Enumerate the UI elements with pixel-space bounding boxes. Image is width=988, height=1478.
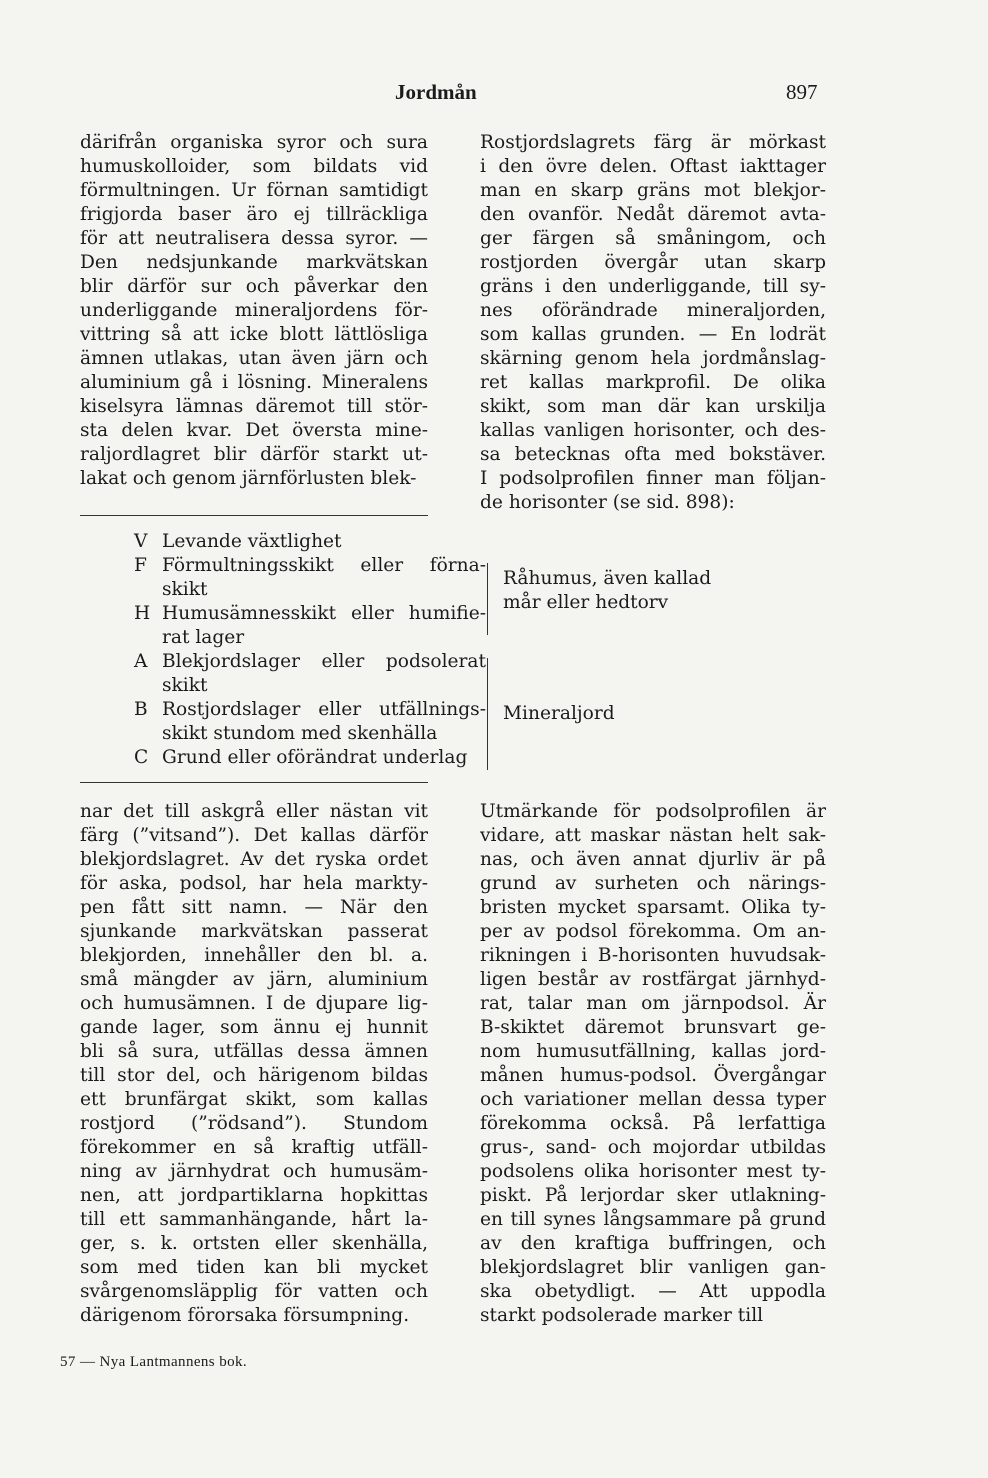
horizon-row: [134, 746, 486, 770]
text-line: starkt podsolerade marker till: [480, 1305, 764, 1326]
text-line: därifrån organiska syror och sura: [80, 132, 428, 153]
text-line: ning av järnhydrat och humusäm-: [80, 1161, 428, 1182]
text-line: Rostjordslagrets färg är mörkast: [480, 132, 826, 153]
text-line: rat, talar man om järnpodsol. Är: [480, 993, 826, 1014]
text-line: ger, s. k. ortsten eller skenhälla,: [80, 1233, 428, 1254]
text-line: till stor del, och härigenom bildas: [80, 1065, 428, 1086]
horizon-label-continued: skikt stundom med skenhälla: [162, 723, 438, 744]
text-line: nar det till askgrå eller nästan vit: [80, 801, 428, 822]
horizon-row: [134, 698, 486, 722]
text-line: kiselsyra lämnas däremot till stör-: [80, 396, 428, 417]
text-line: ett brunfärgat skikt, som kallas: [80, 1089, 428, 1110]
text-column-left-top: [80, 131, 428, 491]
text-line: podsolens olika horisonter mest ty-: [480, 1161, 826, 1182]
text-line: kallas vanligen horisonter, och des-: [480, 420, 826, 441]
text-line: piskt. På lerjordar sker utlakning-: [480, 1185, 826, 1206]
text-line: den ovanför. Nedåt däremot avta-: [480, 204, 826, 225]
running-head-title: Jordmån: [395, 80, 477, 104]
group-label-mineral: [503, 702, 615, 726]
text-line: nas, och även annat djurliv är på: [480, 849, 826, 870]
text-line: en till synes långsammare på grund: [480, 1209, 826, 1230]
text-line: för aska, podsol, har hela markty-: [80, 873, 428, 894]
text-line: blir därför sur och påverkar den: [80, 276, 428, 297]
text-line: för att neutralisera dessa syror. —: [80, 228, 428, 249]
table-rule-bottom: [80, 782, 428, 783]
text-line: frigjorda baser äro ej tillräckliga: [80, 204, 428, 225]
text-line: skikt, som man där kan urskilja: [480, 396, 826, 417]
horizon-label-continued: skikt: [162, 675, 208, 696]
text-line: svårgenomsläpplig för vatten och: [80, 1281, 428, 1302]
text-line: sta delen kvar. Det översta mine-: [80, 420, 428, 441]
text-line: underliggande mineraljordens för-: [80, 300, 428, 321]
text-line: B-skiktet däremot brunsvart ge-: [480, 1017, 826, 1038]
text-line: månen humus-podsol. Övergångar: [480, 1065, 826, 1086]
text-line: förekommer en så kraftig utfäll-: [80, 1137, 428, 1158]
text-line: aluminium gå i lösning. Mineralens: [80, 372, 428, 393]
footer-note: 57 — Nya Lantmannens bok.: [60, 1354, 248, 1370]
text-line: pen fått sitt namn. — När den: [80, 897, 428, 918]
text-line: bristen mycket sparsamt. Olika ty-: [480, 897, 826, 918]
text-line: Råhumus, även kallad: [503, 568, 712, 589]
horizon-row: [134, 530, 486, 554]
text-line: i den övre delen. Oftast iakttager: [480, 156, 826, 177]
text-line: ger färgen så småningom, och: [480, 228, 826, 249]
text-line: Den nedsjunkande markvätskan: [80, 252, 428, 273]
text-line: nom humusutfällning, kallas jord-: [480, 1041, 826, 1062]
text-line: sjunkande markvätskan passerat: [80, 921, 428, 942]
text-line: ligen består av rostfärgat järnhyd-: [480, 969, 826, 990]
text-line: bli så sura, utfällas dessa ämnen: [80, 1041, 428, 1062]
text-line: ret kallas markprofil. De olika: [480, 372, 826, 393]
text-line: och humusämnen. I de djupare lig-: [80, 993, 428, 1014]
text-line: rikningen i B-horisonten huvudsak-: [480, 945, 826, 966]
horizon-letter: V: [134, 531, 148, 552]
text-line: raljordlagret blir därför starkt ut-: [80, 444, 428, 465]
horizon-letter: A: [134, 651, 148, 672]
mineral-bracket: [481, 658, 488, 770]
text-line: rostjord (”rödsand”). Stundom: [80, 1113, 428, 1134]
horizon-row: [134, 650, 486, 674]
horizon-label-continued: skikt: [162, 579, 208, 600]
text-line: gräns i den underliggande, till sy-: [480, 276, 826, 297]
text-line: de horisonter (se sid. 898):: [480, 492, 735, 513]
text-column-left-bottom: [80, 800, 428, 1328]
horizon-list: [134, 530, 486, 770]
text-line: små mängder av järn, aluminium: [80, 969, 428, 990]
text-line: lakat och genom järnförlusten blek-: [80, 468, 417, 489]
horizon-letter: B: [134, 699, 148, 720]
horizon-row: [134, 602, 486, 626]
text-line: blekjordslagret blir vanligen gan-: [480, 1257, 826, 1278]
text-line: vittring så att icke blott lättlösliga: [80, 324, 428, 345]
text-line: blekjordslagret. Av det ryska ordet: [80, 849, 428, 870]
text-line: förekomma också. På lerfattiga: [480, 1113, 826, 1134]
text-line: som kallas grunden. — En lodrät: [480, 324, 826, 345]
horizon-letter: H: [134, 603, 151, 624]
text-line: mår eller hedtorv: [503, 592, 669, 613]
text-line: och variationer mellan dessa typer: [480, 1089, 826, 1110]
text-line: som med tiden kan bli mycket: [80, 1257, 428, 1278]
text-line: man en skarp gräns mot blekjor-: [480, 180, 826, 201]
text-line: färg (”vitsand”). Det kallas därför: [80, 825, 428, 846]
text-line: per av podsol förekomma. Om an-: [480, 921, 826, 942]
text-line: gande lager, som ännu ej hunnit: [80, 1017, 428, 1038]
text-line: därigenom förorsaka försumpning.: [80, 1305, 410, 1326]
text-line: rostjorden övergår utan skarp: [480, 252, 826, 273]
text-line: ämnen utlakas, utan även järn och: [80, 348, 428, 369]
horizon-row: [134, 554, 486, 578]
horizon-letter: F: [134, 555, 147, 576]
horizon-label: Humusämnesskikt eller humifie-: [162, 603, 486, 624]
text-line: nen, att jordpartiklarna hopkittas: [80, 1185, 428, 1206]
table-rule-top: [80, 515, 428, 516]
horizon-label: Förmultningsskikt eller förna-: [162, 555, 486, 576]
text-line: Utmärkande för podsolprofilen är: [480, 801, 826, 822]
horizon-letter: C: [134, 747, 149, 768]
text-line: I podsolprofilen finner man följan-: [480, 468, 826, 489]
text-line: förmultningen. Ur förnan samtidigt: [80, 180, 428, 201]
text-line: vidare, att maskar nästan helt sak-: [480, 825, 826, 846]
horizon-label-continued: rat lager: [162, 627, 245, 648]
horizon-label: Blekjordslager eller podsolerat: [162, 651, 486, 672]
page-number: 897: [786, 80, 818, 104]
horizon-label: Levande växtlighet: [162, 531, 342, 552]
humus-bracket: [481, 563, 488, 635]
text-line: humuskolloider, som bildats vid: [80, 156, 428, 177]
text-line: grus-, sand- och mojordar utbildas: [480, 1137, 826, 1158]
text-line: till ett sammanhängande, hårt la-: [80, 1209, 428, 1230]
group-label-humus: [503, 567, 711, 615]
text-line: grund av surheten och närings-: [480, 873, 826, 894]
text-line: blekjorden, innehåller den bl. a.: [80, 945, 428, 966]
text-line: skärning genom hela jordmånslag-: [480, 348, 826, 369]
text-line: ska obetydligt. — Att uppodla: [480, 1281, 826, 1302]
text-line: av den kraftiga buffringen, och: [480, 1233, 826, 1254]
text-column-right-top: [480, 131, 826, 515]
horizon-label: Grund eller oförändrat underlag: [162, 747, 468, 768]
text-line: nes oförändrade mineraljorden,: [480, 300, 826, 321]
horizon-label: Rostjordslager eller utfällnings-: [162, 699, 486, 720]
text-line: Mineraljord: [503, 703, 615, 724]
text-line: sa betecknas ofta med bokstäver.: [480, 444, 826, 465]
text-column-right-bottom: [480, 800, 826, 1328]
